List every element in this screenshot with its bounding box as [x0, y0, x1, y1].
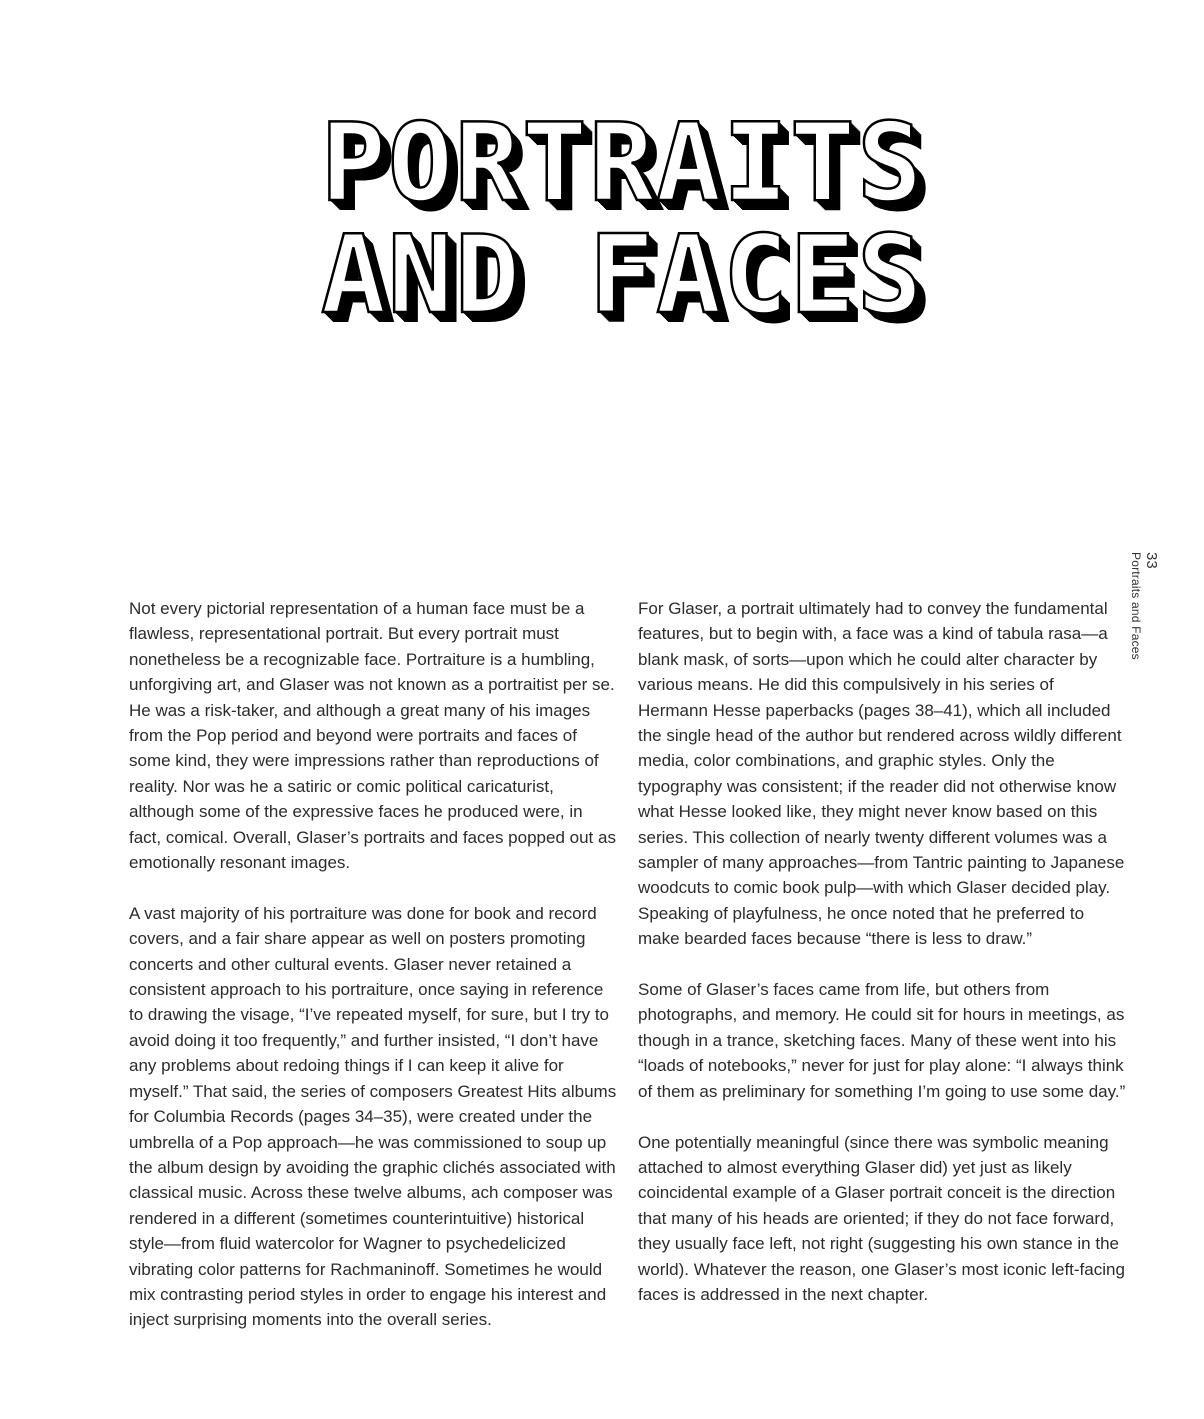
running-folio — [1129, 552, 1160, 660]
body-column-left — [129, 596, 617, 1358]
chapter-title-line-2: AND FACES — [320, 213, 925, 338]
body-paragraph: For Glaser, a portrait ultimately had to convey the fundamental features, but to begin with, a face was a kind of tabula rasa—a blank mask, of sorts—upon which he could alter character by various means. He did this compulsively in his series of Hermann Hesse paperbacks (pages 38–41), which all included the single head of the author but rendered across wildly different media, color combinations, and graphic styles. Only the typography was consistent; if the reader did not otherwise know what Hesse looked like, they might never know based on this series. This collection of nearly twenty different volumes was a sampler of many approaches—from Tantric painting to Japanese woodcuts to comic book pulp—with which Glaser decided play. Speaking of playfulness, he once noted that he preferred to make bearded faces because “there is less to draw.” — [638, 599, 1125, 949]
body-paragraph: Some of Glaser’s faces came from life, but others from photographs, and memory. He could sit for hours in meetings, as though in a trance, sketching faces. Many of these went into his “loads of notebooks,” never for just for play alone: “I always think of them as preliminary for something I’m going to use some day.” — [638, 980, 1126, 1101]
chapter-title — [0, 101, 1204, 338]
running-section-title: Portraits and Faces — [1129, 552, 1143, 660]
body-paragraph: Not every pictorial representation of a human face must be a flawless, representational portrait. But every portrait must nonetheless be a recognizable face. Portraiture is a humbling, unforgiving art, and Glaser was not known as a portraitist per se. He was a risk-taker, and although a great many of his images from the Pop period and beyond were portraits and faces of some kind, they were impressions rather than reproductions of reality. Nor was he a satiric or comic political caricaturist, although some of the expressive faces he produced were, in fact, comical. Overall, Glaser’s portraits and faces popped out as emotionally resonant images. — [129, 599, 616, 873]
chapter-title-line-1: PORTRAITS — [320, 101, 925, 226]
page-number: 33 — [1143, 552, 1160, 569]
body-paragraph: One potentially meaningful (since there was symbolic meaning attached to almost everything Glaser did) yet just as likely coincidental example of a Glaser portrait conceit is the direction that many of his heads are oriented; if they do not face forward, they usually face left, not right (suggesting his own stance in the world). Whatever the reason, one Glaser’s most iconic left-facing faces is addressed in the next chapter. — [638, 1132, 1125, 1304]
body-column-right — [638, 596, 1126, 1333]
body-paragraph: A vast majority of his portraiture was done for book and record covers, and a fair share appear as well on posters promoting concerts and other cultural events. Glaser never retained a consistent approach to his portraiture, once saying in reference to drawing the visage, “I’ve repeated myself, for sure, but I try to avoid doing it too frequently,” and further insisted, “I don’t have any problems about redoing things if I can keep it alive for myself.” That said, the series of composers Greatest Hits albums for Columbia Records (pages 34–35), were created under the umbrella of a Pop approach—he was commissioned to soup up the album design by avoiding the graphic clichés associated with classical music. Across these twelve albums, ach composer was rendered in a different (sometimes counterintuitive) historical style—from fluid watercolor for Wagner to psychedelicized vibrating color patterns for Rachmaninoff. Sometimes he would mix contrasting period styles in order to engage his interest and inject surprising moments into the overall series. — [129, 903, 617, 1330]
